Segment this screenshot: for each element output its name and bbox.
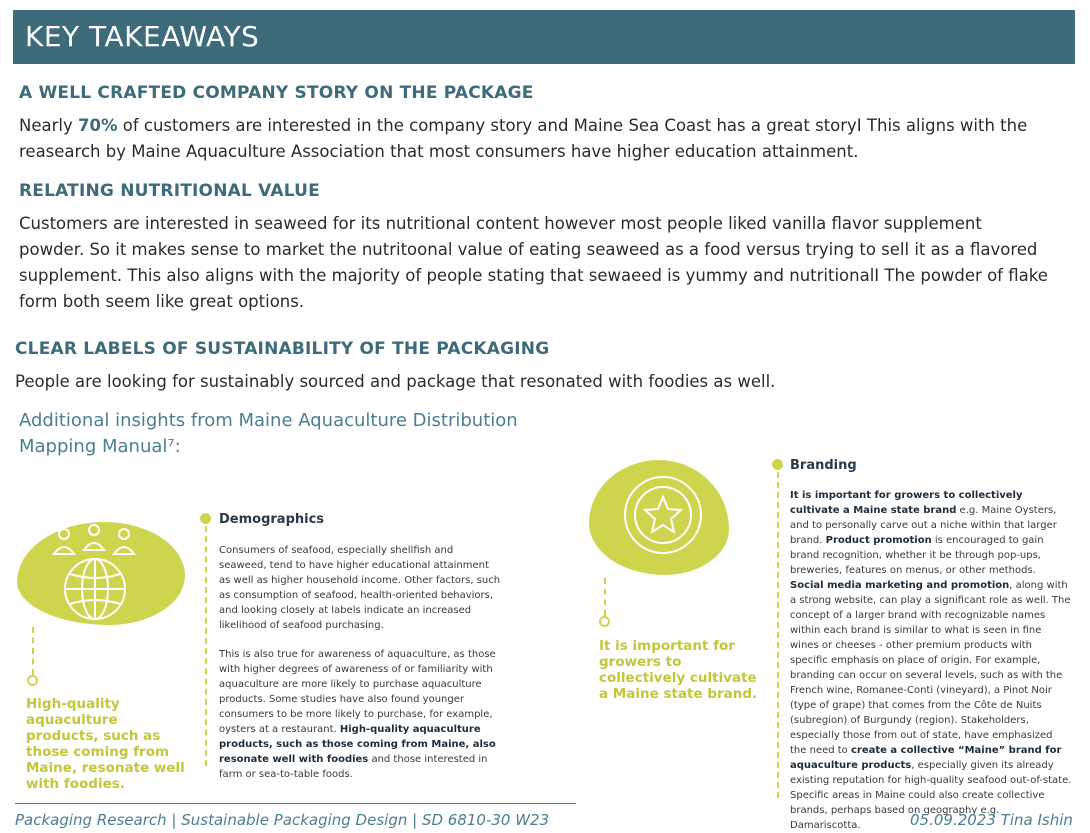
connector-line <box>205 526 207 766</box>
connector-ring <box>27 675 38 686</box>
section-body-company-story <box>19 113 1075 165</box>
people-globe-icon <box>50 521 140 627</box>
section-body-sustainability: People are looking for sustainably sourced and package that resonated with foodies as well. <box>15 372 776 391</box>
branding-quote: It is important for growers to collectively cultivate a Maine state brand. <box>599 638 758 702</box>
connector-ring <box>599 616 610 627</box>
demographics-paragraph-2 <box>219 647 501 782</box>
section-heading-sustainability: CLEAR LABELS OF SUSTAINABILITY OF THE PACKAGING <box>15 339 550 359</box>
body-text: This is also true for awareness of aquaculture, as those with higher degrees of awareness of or familiarity with aquaculture are more likely to purchase aquaculture products. Some studies have also found younger consumers to be more likely to purchase, for example, oysters at a restaurant. <box>219 649 496 735</box>
body-bold: High-quality aquaculture products, such as those coming from Maine, also resonate well with foodies <box>219 724 496 765</box>
demographics-dot <box>200 513 211 524</box>
body-text: is encouraged to gain brand recognition, whether it be through pop-ups, breweries, features on menus, or other methods. <box>790 535 1044 576</box>
footer-divider <box>15 803 576 804</box>
demographics-heading: Demographics <box>219 512 325 527</box>
highlight-percent: 70% <box>77 116 118 135</box>
body-bold: It is important for growers to collectively cultivate a Maine state brand <box>790 490 1023 516</box>
branding-heading: Branding <box>790 458 857 473</box>
page-title: KEY TAKEAWAYS <box>25 20 260 53</box>
body-text: Nearly <box>19 116 78 135</box>
body-text: and those interested in farm or sea-to-table foods. <box>219 754 488 780</box>
insights-title: Additional insights from Maine Aquaculture Distribution Mapping Manual⁷: <box>19 410 518 457</box>
branding-dot <box>772 459 783 470</box>
demographics-paragraph-1: Consumers of seafood, especially shellfish and seaweed, tend to have higher educational attainment as well as higher household income. Other factors, such as consumption of seafood, health-oriented behaviors, and looking closely at labels indicate an increased likelihood of seafood purchasing. <box>219 545 501 631</box>
footer-date-author: 05.09.2023 Tina Ishin <box>910 811 1073 829</box>
connector-line <box>604 578 606 616</box>
body-bold: Social media marketing and promotion <box>790 580 1010 591</box>
section-heading-company-story: A WELL CRAFTED COMPANY STORY ON THE PACKAGE <box>19 83 534 103</box>
body-bold: create a collective “Maine” brand for aquaculture products <box>790 745 1062 771</box>
connector-line <box>777 472 779 798</box>
star-badge-icon <box>620 472 706 558</box>
connector-line <box>32 627 34 675</box>
branding-paragraph <box>790 488 1072 833</box>
body-text: e.g. Maine Oysters, and to personally carve out a niche within that larger brand. <box>790 505 1057 546</box>
footer-course: Packaging Research | Sustainable Packaging Design | SD 6810-30 W23 <box>15 811 550 829</box>
body-bold: Product promotion <box>825 535 932 546</box>
body-text: , especially given its already existing reputation for high-quality seafood out-of-state. Specific areas in Maine could also create collective brands, perhaps based on geography e.g. Damariscotta. <box>790 760 1072 831</box>
body-text: , along with a strong website, can play a significant role as well. The concept of a larger brand with recognizable names within each brand is similar to what is seen in fine wines or cheeses - other premium products with specific emphasis on place of origin. For example, branding can occur on several levels, such as with the French wine, Romanee-Conti (vineyard), a Pinot Noir (type of grape) that comes from the Côte de Nuits (subregion) of Burgundy (region). Stakeholders, especially those from out of state, have emphasized the need to <box>790 580 1071 756</box>
section-body-nutritional: Customers are interested in seaweed for its nutritional content however most people liked vanilla flavor supplement powder. So it makes sense to market the nutritoonal value of eating seaweed as a food versus trying to sell it as a flavored supplement. This also aligns with the majority of people stating that sewaeed is yummy and nutritionalI The powder of flake form both seem like great options. <box>19 214 1048 311</box>
demographics-quote: High-quality aquaculture products, such as those coming from Maine, resonate well with foodies. <box>26 696 185 792</box>
section-heading-nutritional: RELATING NUTRITIONAL VALUE <box>19 181 320 201</box>
header-bar <box>13 10 1075 64</box>
body-text: of customers are interested in the company story and Maine Sea Coast has a great storyI This aligns with the reasearch by Maine Aquaculture Association that most consumers have higher education attainment. <box>19 116 1028 161</box>
